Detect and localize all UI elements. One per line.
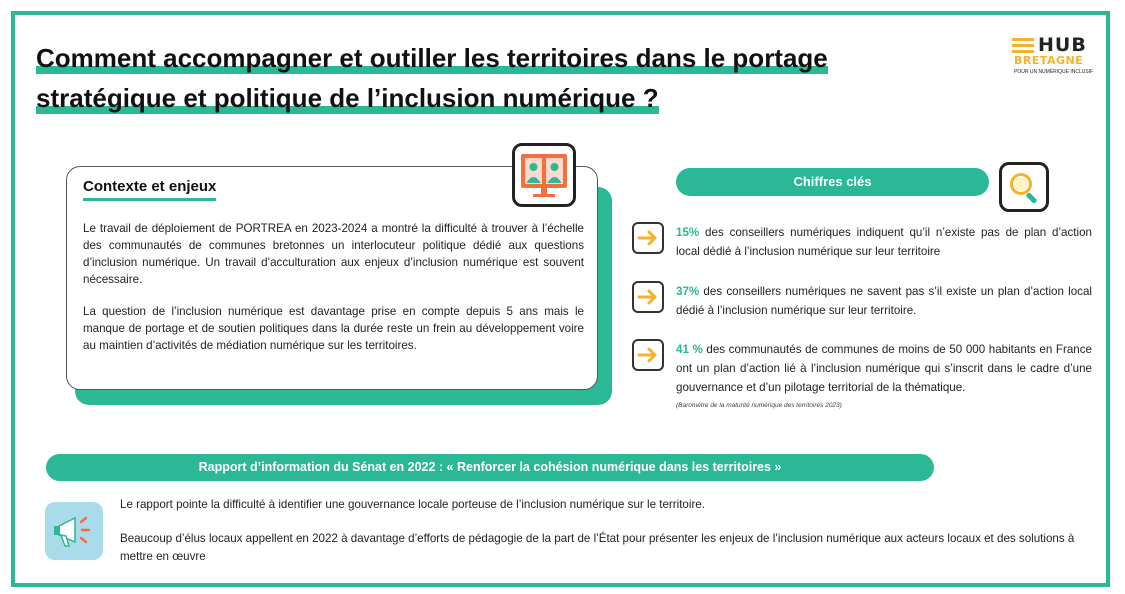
page-title	[36, 38, 936, 118]
arrow-right-icon	[632, 281, 664, 313]
title-line-1: Comment accompagner et outiller les territoires dans le portage	[36, 38, 828, 78]
key-figure-2-pct: 37%	[676, 285, 700, 298]
logo-tagline: POUR UN NUMÉRIQUE INCLUSIF	[1014, 69, 1094, 75]
key-figure-3-text: des communautés de communes de moins de 50 000 habitants en France ont un plan d’action lié à l’inclusion numérique qui s’inscrit dans le cadre d’une gouvernance et d’un pilotage territorial de la thématique.	[676, 343, 1092, 394]
title-line-2: stratégique et politique de l’inclusion numérique ?	[36, 78, 659, 118]
megaphone-icon	[45, 502, 103, 560]
video-conference-icon	[512, 143, 576, 207]
senate-report-header: Rapport d’information du Sénat en 2022 : « Renforcer la cohésion numérique dans les territoires »	[46, 454, 934, 481]
context-text	[83, 220, 584, 369]
key-figure-2-text: des conseillers numériques ne savent pas s’il existe un plan d’action local dédié à l’inclusion numérique sur leur territoire.	[676, 285, 1092, 317]
senate-paragraph-1: Le rapport pointe la difficulté à identifier une gouvernance locale porteuse de l’inclusion numérique sur le territoire.	[120, 498, 705, 511]
key-figure-3-pct: 41 %	[676, 343, 703, 356]
context-title: Contexte et enjeux	[83, 178, 216, 201]
logo-hub: HUB	[1038, 34, 1087, 56]
context-paragraph-1: Le travail de déploiement de PORTREA en 2023-2024 a montré la difficulté à trouver à l’échelle des communautés de communes bretonnes un interlocuteur politique dédié aux questions d’inclusion numérique. Un travail d’acculturation aux enjeux d’inclusion numérique est souvent nécessaire.	[83, 222, 584, 286]
key-figure-1-pct: 15%	[676, 226, 700, 239]
context-paragraph-2: La question de l’inclusion numérique est davantage prise en compte depuis 5 ans mais le manque de portage et de soutien politiques dans la durée reste un frein au développement voire au maintien d’activités de médiation numérique sur les territoires.	[83, 305, 584, 352]
senate-report-text	[120, 496, 1080, 582]
search-icon	[999, 162, 1049, 212]
arrow-right-icon	[632, 339, 664, 371]
arrow-right-icon	[632, 222, 664, 254]
hub-bretagne-logo	[1012, 34, 1092, 80]
source-citation: (Baromètre de la maturité numérique des territoires 2023)	[676, 402, 842, 409]
senate-paragraph-2: Beaucoup d’élus locaux appellent en 2022 à davantage d’efforts de pédagogie de la part de l’État pour présenter les enjeux de l’inclusion numérique aux acteurs locaux et des solutions à mettre en œuvre	[120, 532, 1075, 563]
key-figures-header: Chiffres clés	[676, 168, 989, 196]
key-figure-1-text: des conseillers numériques indiquent qu’il n’existe pas de plan d’action local dédié à l’inclusion numérique sur leur territoire	[676, 226, 1092, 258]
logo-bretagne: BRETAGNE	[1014, 54, 1084, 67]
